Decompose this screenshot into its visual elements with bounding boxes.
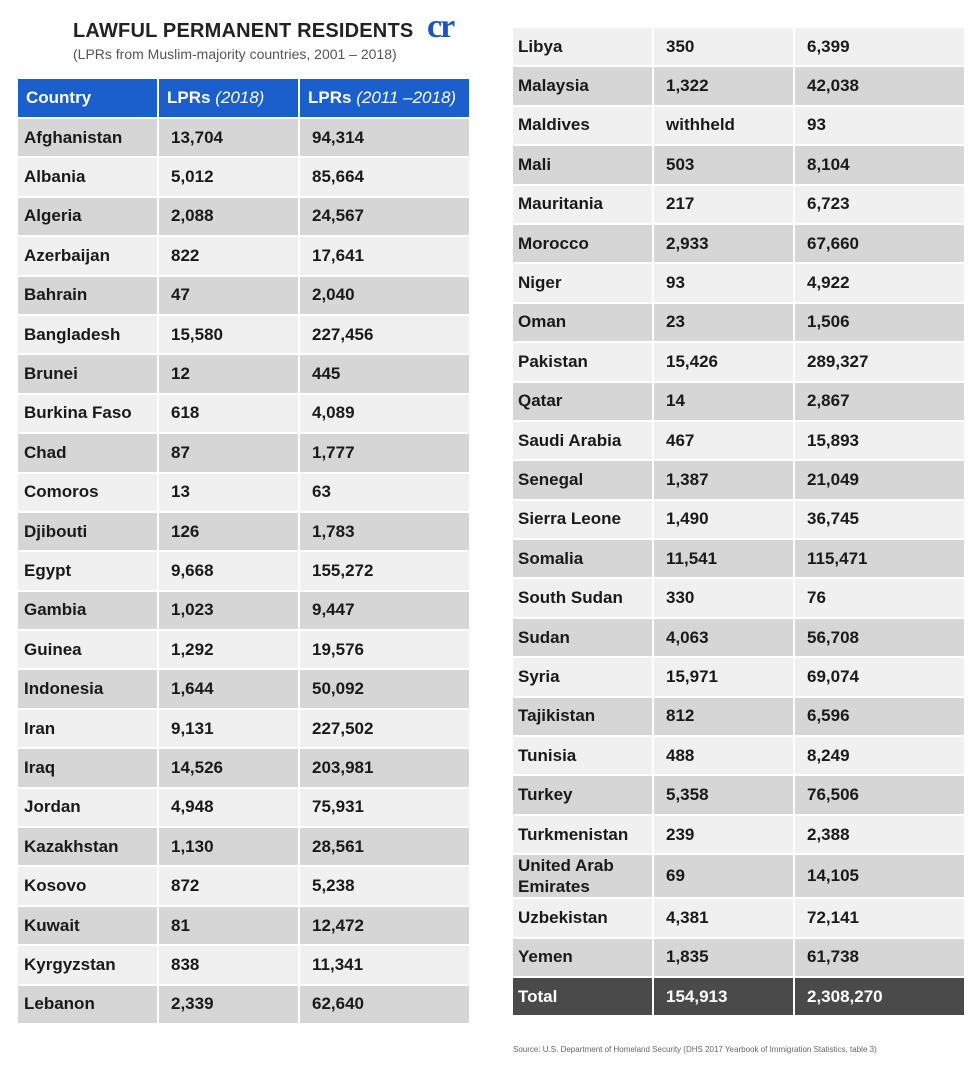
table-row <box>513 501 964 538</box>
lprs-2018-cell: 812 <box>654 698 793 735</box>
lprs-range-cell: 8,104 <box>795 146 964 183</box>
left-table <box>16 77 471 1025</box>
country-cell: Sudan <box>513 619 652 656</box>
total-row <box>513 978 964 1015</box>
lprs-2018-cell: 1,644 <box>159 670 298 707</box>
table-row <box>18 395 469 432</box>
table-header-row <box>18 79 469 117</box>
lprs-range-cell: 14,105 <box>795 855 964 897</box>
lprs-range-cell: 11,341 <box>300 946 469 983</box>
lprs-2018-cell: 239 <box>654 816 793 853</box>
lprs-range-cell: 2,388 <box>795 816 964 853</box>
lprs-2018-cell: 11,541 <box>654 540 793 577</box>
country-cell: Pakistan <box>513 343 652 380</box>
total-2018: 154,913 <box>654 978 793 1015</box>
lprs-range-cell: 72,141 <box>795 899 964 936</box>
table-row <box>513 343 964 380</box>
table-row <box>18 119 469 156</box>
lprs-range-cell: 6,596 <box>795 698 964 735</box>
country-cell: Mali <box>513 146 652 183</box>
table-row <box>513 461 964 498</box>
country-cell: Libya <box>513 28 652 65</box>
lprs-2018-cell: 9,668 <box>159 552 298 589</box>
country-cell: Kazakhstan <box>18 828 157 865</box>
lprs-2018-cell: 13 <box>159 474 298 511</box>
lprs-range-cell: 21,049 <box>795 461 964 498</box>
country-cell: Iraq <box>18 749 157 786</box>
table-row <box>513 225 964 262</box>
total-label: Total <box>513 978 652 1015</box>
country-cell: Uzbekistan <box>513 899 652 936</box>
table-row <box>513 383 964 420</box>
table-row <box>18 828 469 865</box>
lprs-2018-cell: withheld <box>654 107 793 144</box>
lprs-range-cell: 155,272 <box>300 552 469 589</box>
country-cell: Morocco <box>513 225 652 262</box>
table-row <box>18 355 469 392</box>
table-row <box>18 277 469 314</box>
country-cell: Mauritania <box>513 186 652 223</box>
table-row <box>18 592 469 629</box>
table-row <box>513 855 964 897</box>
lprs-range-cell: 5,238 <box>300 867 469 904</box>
table-row <box>513 304 964 341</box>
lprs-range-cell: 75,931 <box>300 789 469 826</box>
table-row <box>18 434 469 471</box>
lprs-2018-cell: 4,381 <box>654 899 793 936</box>
table-row <box>513 107 964 144</box>
header-country: Country <box>18 79 157 117</box>
lprs-2018-cell: 81 <box>159 907 298 944</box>
country-cell: Algeria <box>18 198 157 235</box>
lprs-range-cell: 4,922 <box>795 264 964 301</box>
lprs-2018-cell: 5,012 <box>159 158 298 195</box>
lprs-2018-cell: 2,933 <box>654 225 793 262</box>
lprs-2018-cell: 12 <box>159 355 298 392</box>
lprs-range-cell: 1,783 <box>300 513 469 550</box>
lprs-range-cell: 76,506 <box>795 776 964 813</box>
lprs-range-cell: 17,641 <box>300 237 469 274</box>
table-row <box>18 316 469 353</box>
country-cell: Kuwait <box>18 907 157 944</box>
lprs-2018-cell: 330 <box>654 579 793 616</box>
country-cell: United Arab Emirates <box>513 855 652 897</box>
lprs-2018-cell: 1,835 <box>654 939 793 976</box>
lprs-range-cell: 203,981 <box>300 749 469 786</box>
table-row <box>513 939 964 976</box>
lprs-range-cell: 12,472 <box>300 907 469 944</box>
lprs-2018-cell: 14,526 <box>159 749 298 786</box>
lprs-range-cell: 63 <box>300 474 469 511</box>
country-cell: Bangladesh <box>18 316 157 353</box>
table-row <box>18 946 469 983</box>
lprs-2018-cell: 87 <box>159 434 298 471</box>
lprs-range-cell: 19,576 <box>300 631 469 668</box>
lprs-2018-cell: 503 <box>654 146 793 183</box>
lprs-range-cell: 15,893 <box>795 422 964 459</box>
table-row <box>513 264 964 301</box>
lprs-range-cell: 61,738 <box>795 939 964 976</box>
table-row <box>513 146 964 183</box>
table-row <box>18 907 469 944</box>
country-cell: Comoros <box>18 474 157 511</box>
lprs-2018-cell: 15,580 <box>159 316 298 353</box>
country-cell: Sierra Leone <box>513 501 652 538</box>
lprs-2018-cell: 1,322 <box>654 67 793 104</box>
table-row <box>18 237 469 274</box>
lprs-range-cell: 289,327 <box>795 343 964 380</box>
table-row <box>18 749 469 786</box>
lprs-2018-cell: 488 <box>654 737 793 774</box>
country-cell: Tunisia <box>513 737 652 774</box>
lprs-2018-cell: 1,387 <box>654 461 793 498</box>
lprs-range-cell: 36,745 <box>795 501 964 538</box>
table-row <box>18 513 469 550</box>
lprs-2018-cell: 13,704 <box>159 119 298 156</box>
table-row <box>18 158 469 195</box>
lprs-2018-cell: 838 <box>159 946 298 983</box>
country-cell: Brunei <box>18 355 157 392</box>
total-range: 2,308,270 <box>795 978 964 1015</box>
country-cell: Oman <box>513 304 652 341</box>
country-cell: South Sudan <box>513 579 652 616</box>
country-cell: Lebanon <box>18 986 157 1023</box>
lprs-2018-cell: 217 <box>654 186 793 223</box>
lprs-2018-cell: 872 <box>159 867 298 904</box>
lprs-2018-cell: 4,063 <box>654 619 793 656</box>
country-cell: Turkey <box>513 776 652 813</box>
lprs-2018-cell: 47 <box>159 277 298 314</box>
lprs-range-cell: 50,092 <box>300 670 469 707</box>
lprs-2018-cell: 1,490 <box>654 501 793 538</box>
lprs-range-cell: 94,314 <box>300 119 469 156</box>
lprs-2018-cell: 14 <box>654 383 793 420</box>
lprs-range-cell: 2,867 <box>795 383 964 420</box>
table-row <box>513 540 964 577</box>
lprs-range-cell: 24,567 <box>300 198 469 235</box>
table-row <box>513 28 964 65</box>
country-cell: Saudi Arabia <box>513 422 652 459</box>
country-cell: Azerbaijan <box>18 237 157 274</box>
country-cell: Afghanistan <box>18 119 157 156</box>
lprs-range-cell: 56,708 <box>795 619 964 656</box>
lprs-range-cell: 6,723 <box>795 186 964 223</box>
table-row <box>18 552 469 589</box>
lprs-2018-cell: 126 <box>159 513 298 550</box>
table-row <box>18 631 469 668</box>
country-cell: Kosovo <box>18 867 157 904</box>
lprs-2018-cell: 1,023 <box>159 592 298 629</box>
lprs-2018-cell: 822 <box>159 237 298 274</box>
country-cell: Yemen <box>513 939 652 976</box>
table-row <box>513 816 964 853</box>
cr-logo: cr <box>427 8 454 45</box>
country-cell: Iran <box>18 710 157 747</box>
lprs-range-cell: 4,089 <box>300 395 469 432</box>
lprs-range-cell: 6,399 <box>795 28 964 65</box>
source-note: Source: U.S. Department of Homeland Security (DHS 2017 Yearbook of Immigration Statistics, table 3) <box>513 1045 877 1054</box>
lprs-range-cell: 227,456 <box>300 316 469 353</box>
table-row <box>513 658 964 695</box>
table-row <box>18 986 469 1023</box>
country-cell: Guinea <box>18 631 157 668</box>
lprs-range-cell: 2,040 <box>300 277 469 314</box>
lprs-2018-cell: 2,339 <box>159 986 298 1023</box>
lprs-2018-cell: 15,426 <box>654 343 793 380</box>
lprs-range-cell: 8,249 <box>795 737 964 774</box>
table-row <box>18 789 469 826</box>
right-table <box>511 26 966 1017</box>
country-cell: Syria <box>513 658 652 695</box>
lprs-2018-cell: 1,130 <box>159 828 298 865</box>
page-subtitle: (LPRs from Muslim-majority countries, 2001 – 2018) <box>73 46 397 62</box>
table-row <box>513 579 964 616</box>
country-cell: Senegal <box>513 461 652 498</box>
table-row <box>18 198 469 235</box>
lprs-2018-cell: 2,088 <box>159 198 298 235</box>
table-row <box>18 867 469 904</box>
page-title: LAWFUL PERMANENT RESIDENTS <box>73 20 414 42</box>
country-cell: Djibouti <box>18 513 157 550</box>
country-cell: Indonesia <box>18 670 157 707</box>
header-lprs-2018: LPRs (2018) <box>159 79 298 117</box>
lprs-range-cell: 1,506 <box>795 304 964 341</box>
lprs-2018-cell: 9,131 <box>159 710 298 747</box>
lprs-2018-cell: 69 <box>654 855 793 897</box>
country-cell: Kyrgyzstan <box>18 946 157 983</box>
country-cell: Malaysia <box>513 67 652 104</box>
lprs-range-cell: 9,447 <box>300 592 469 629</box>
lprs-2018-cell: 23 <box>654 304 793 341</box>
lprs-2018-cell: 93 <box>654 264 793 301</box>
lprs-range-cell: 93 <box>795 107 964 144</box>
country-cell: Bahrain <box>18 277 157 314</box>
lprs-2018-cell: 1,292 <box>159 631 298 668</box>
country-cell: Tajikistan <box>513 698 652 735</box>
lprs-range-cell: 1,777 <box>300 434 469 471</box>
lprs-range-cell: 85,664 <box>300 158 469 195</box>
country-cell: Gambia <box>18 592 157 629</box>
country-cell: Maldives <box>513 107 652 144</box>
country-cell: Albania <box>18 158 157 195</box>
header-lprs-range: LPRs (2011 –2018) <box>300 79 469 117</box>
table-row <box>513 737 964 774</box>
table-row <box>18 670 469 707</box>
table-row <box>513 776 964 813</box>
lprs-range-cell: 115,471 <box>795 540 964 577</box>
lprs-range-cell: 445 <box>300 355 469 392</box>
table-row <box>513 422 964 459</box>
table-row <box>513 619 964 656</box>
country-cell: Egypt <box>18 552 157 589</box>
country-cell: Niger <box>513 264 652 301</box>
table-row <box>18 710 469 747</box>
country-cell: Somalia <box>513 540 652 577</box>
lprs-range-cell: 42,038 <box>795 67 964 104</box>
lprs-range-cell: 67,660 <box>795 225 964 262</box>
country-cell: Jordan <box>18 789 157 826</box>
lprs-2018-cell: 467 <box>654 422 793 459</box>
table-row <box>513 899 964 936</box>
lprs-2018-cell: 15,971 <box>654 658 793 695</box>
country-cell: Qatar <box>513 383 652 420</box>
lprs-2018-cell: 618 <box>159 395 298 432</box>
country-cell: Chad <box>18 434 157 471</box>
lprs-2018-cell: 4,948 <box>159 789 298 826</box>
country-cell: Burkina Faso <box>18 395 157 432</box>
table-row <box>513 186 964 223</box>
table-row <box>513 67 964 104</box>
table-row <box>513 698 964 735</box>
lprs-2018-cell: 350 <box>654 28 793 65</box>
table-row <box>18 474 469 511</box>
country-cell: Turkmenistan <box>513 816 652 853</box>
lprs-range-cell: 227,502 <box>300 710 469 747</box>
lprs-range-cell: 69,074 <box>795 658 964 695</box>
lprs-2018-cell: 5,358 <box>654 776 793 813</box>
lprs-range-cell: 28,561 <box>300 828 469 865</box>
lprs-range-cell: 76 <box>795 579 964 616</box>
lprs-range-cell: 62,640 <box>300 986 469 1023</box>
